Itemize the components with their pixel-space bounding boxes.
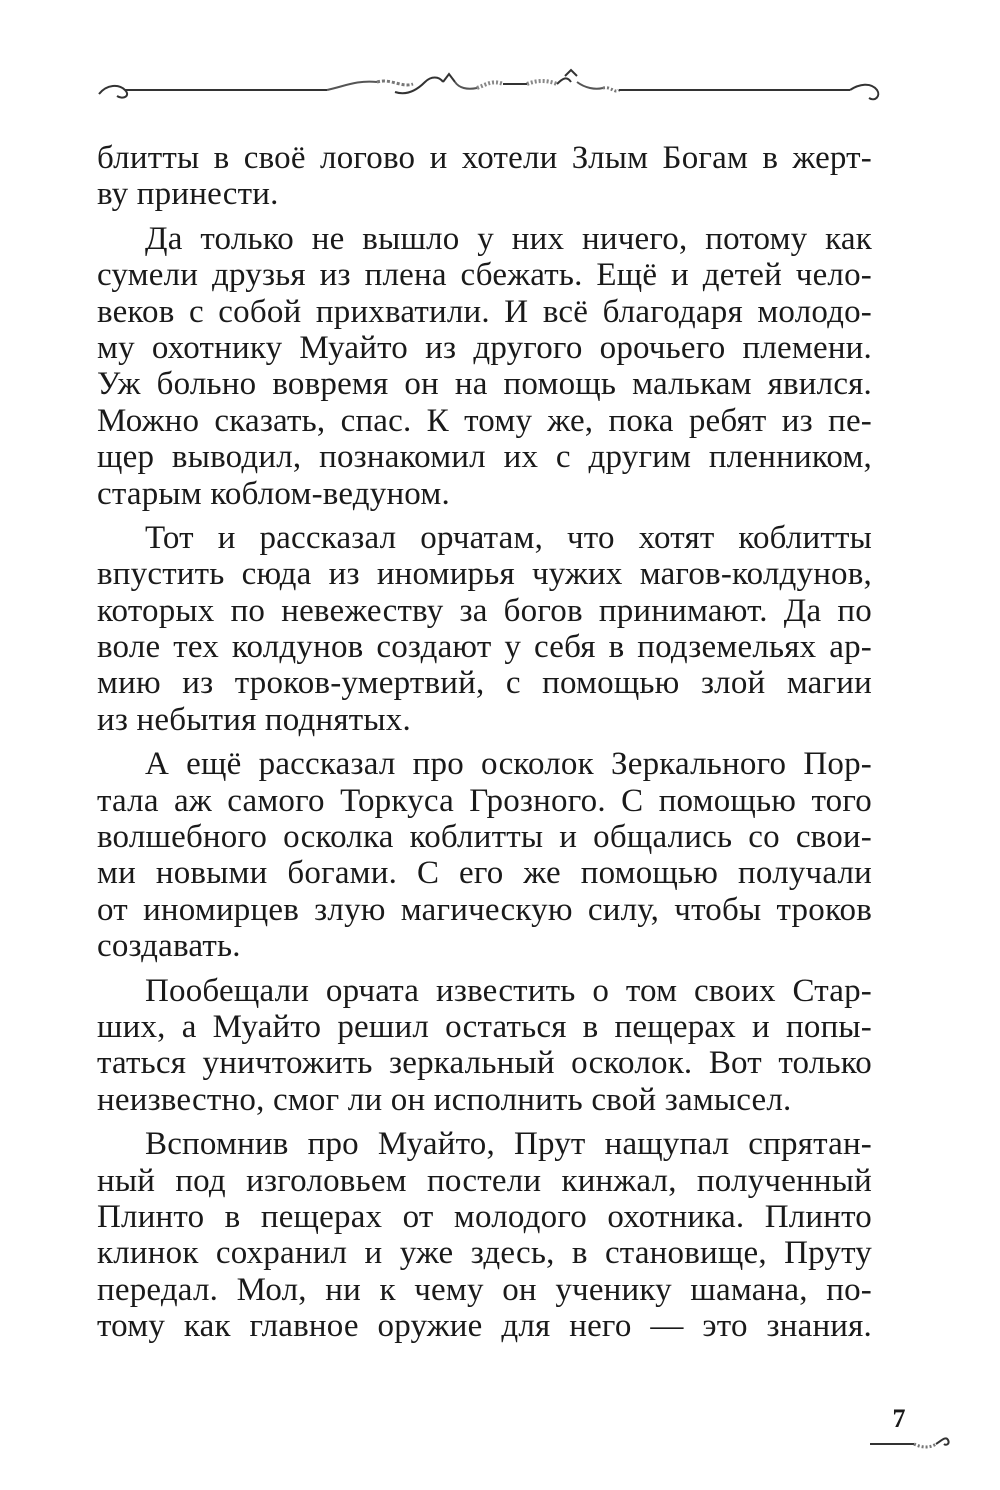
text-line: впустить сюда из иномирья чужих магов-колдунов, xyxy=(97,556,872,593)
page-number: 7 xyxy=(892,1404,906,1433)
text-line: воле тех колдунов создают у себя в подземельях ар- xyxy=(97,629,872,666)
text-line: из небытия поднятых. xyxy=(97,701,411,738)
text-line: тала аж самого Торкуса Грозного. С помощью того xyxy=(97,782,872,819)
text-line: создавать. xyxy=(97,928,241,965)
text-line: таться уничтожить зеркальный осколок. Вот только xyxy=(97,1045,872,1082)
text-line: Можно сказать, спас. К тому же, пока ребят из пе- xyxy=(97,402,872,439)
text-line: веков с собой прихватили. И всё благодаря молодо- xyxy=(97,293,872,330)
text-line: тому как главное оружие для него — это знания. xyxy=(97,1308,872,1345)
text-line: Тот и рассказал орчатам, что хотят коблитты xyxy=(145,519,872,556)
text-line: щер выводил, познакомил их с другим пленником, xyxy=(97,439,872,476)
text-line: неизвестно, смог ли он исполнить свой замысел. xyxy=(97,1081,792,1118)
text-line: Да только не вышло у них ничего, потому как xyxy=(145,220,872,257)
decorative-divider-ornament xyxy=(95,66,885,106)
text-line: мию из троков-умертвий, с помощью злой магии xyxy=(97,665,872,702)
text-line: А ещё рассказал про осколок Зеркального Пор- xyxy=(145,746,872,783)
text-line: старым коблом-ведуном. xyxy=(97,475,450,512)
text-line: блитты в своё логово и хотели Злым Богам в жерт- xyxy=(97,140,872,176)
text-line: клинок сохранил и уже здесь, в становище, Пруту xyxy=(97,1235,872,1272)
text-line: сумели друзья из плена сбежать. Ещё и детей чело- xyxy=(97,257,872,294)
text-line: которых по невежеству за богов принимают. Да по xyxy=(97,592,872,629)
text-line: Вспомнив про Муайто, Прут нащупал спрятан- xyxy=(145,1126,872,1163)
text-line: от иномирцев злую магическую силу, чтобы троков xyxy=(97,891,872,928)
text-line: ми новыми богами. С его же помощью получали xyxy=(97,855,872,892)
body-text xyxy=(97,140,872,1345)
text-line: Пообещали орчата известить о том своих Стар- xyxy=(145,972,872,1009)
text-line: волшебного осколка коблитты и общались со свои- xyxy=(97,819,872,856)
text-line: передал. Мол, ни к чему он ученику шамана, по- xyxy=(97,1271,872,1308)
text-line: Уж больно вовремя он на помощь малькам явился. xyxy=(97,366,872,403)
text-line: ву принести. xyxy=(97,176,279,213)
text-line: Плинто в пещерах от молодого охотника. Плинто xyxy=(97,1198,872,1235)
text-line: ших, а Муайто решил остаться в пещерах и попы- xyxy=(97,1008,872,1045)
text-line: ный под изголовьем постели кинжал, полученный xyxy=(97,1162,872,1199)
text-line: му охотнику Муайто из другого орочьего племени. xyxy=(97,329,872,366)
page-number-flourish-ornament xyxy=(868,1432,950,1454)
